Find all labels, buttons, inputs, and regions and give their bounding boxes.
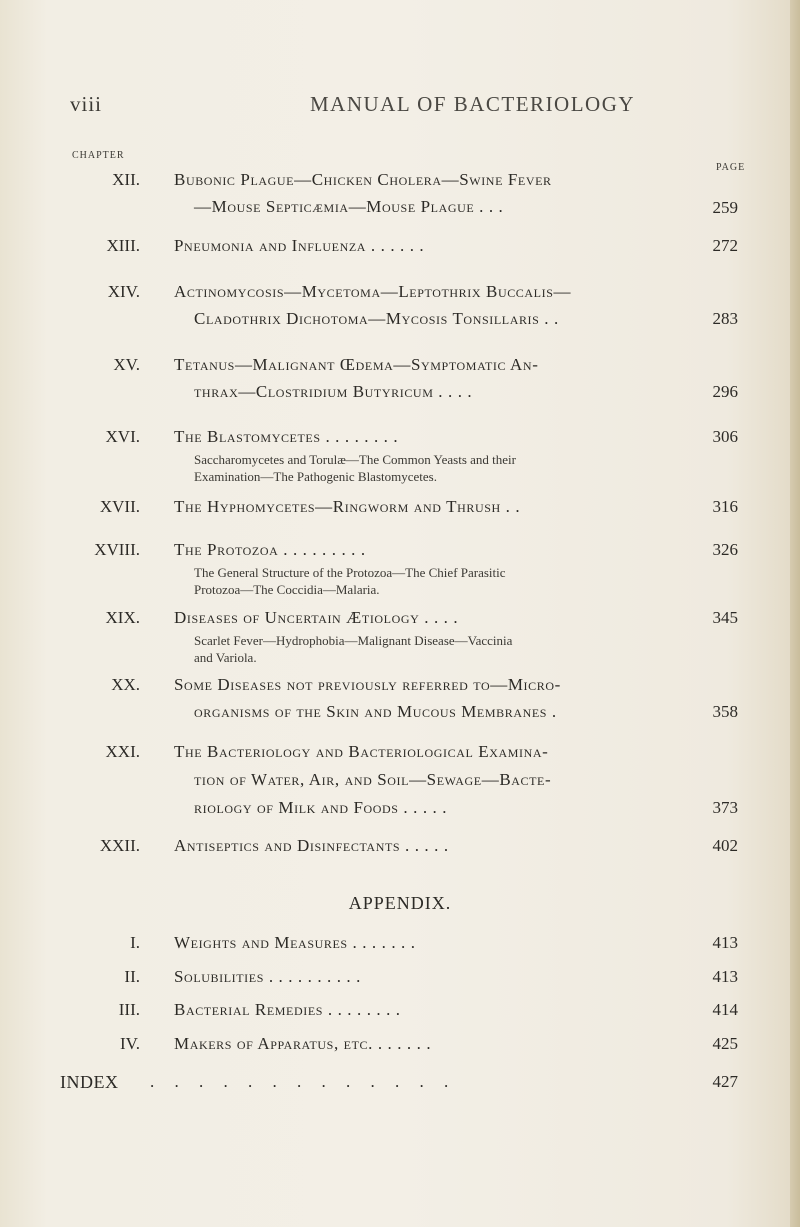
appendix-title: Bacterial Remedies . . . . . . . . xyxy=(174,1000,401,1019)
page-number: 402 xyxy=(712,836,738,855)
page-edge-shadow xyxy=(790,0,800,1227)
chapter-number: XVII. xyxy=(99,497,140,516)
appendix-number: IV. xyxy=(120,1034,140,1053)
page-number: 345 xyxy=(712,608,738,627)
chapter-title-line: thrax—Clostridium Butyricum . . . . xyxy=(194,382,473,401)
appendix-number: II. xyxy=(124,967,140,986)
page-number: 427 xyxy=(712,1072,738,1091)
chapter-title-line: The Blastomycetes . . . . . . . . xyxy=(174,427,399,446)
page-number: 296 xyxy=(712,382,738,401)
chapter-number: XII. xyxy=(112,170,140,189)
chapter-title-line: Diseases of Uncertain Ætiology . . . . xyxy=(174,608,459,627)
page-folio: viii xyxy=(70,92,103,116)
page-number: 413 xyxy=(712,967,738,986)
page-number: 306 xyxy=(712,427,738,446)
appendix-number: I. xyxy=(130,933,140,952)
index-leader-dots: . . . . . . . . . . . . . xyxy=(150,1072,457,1091)
chapter-subtopics-line: Protozoa—The Coccidia—Malaria. xyxy=(194,582,380,597)
page-number: 283 xyxy=(712,309,738,328)
chapter-number: XX. xyxy=(111,675,140,694)
appendix-title: Makers of Apparatus, etc. . . . . . . xyxy=(174,1034,432,1053)
chapter-title-line: Pneumonia and Influenza . . . . . . xyxy=(174,236,425,255)
page-number: 373 xyxy=(712,798,738,817)
chapter-number: XVIII. xyxy=(94,540,140,559)
page-number: 259 xyxy=(712,198,738,217)
chapter-number: XV. xyxy=(113,355,140,374)
chapter-subtopics-line: Scarlet Fever—Hydrophobia—Malignant Disease—Vaccinia xyxy=(194,633,513,648)
chapter-column-label: CHAPTER xyxy=(72,150,125,161)
chapter-title-line: —Mouse Septicæmia—Mouse Plague . . . xyxy=(194,197,504,216)
chapter-subtopics-line: The General Structure of the Protozoa—The Chief Parasitic xyxy=(194,565,506,580)
page-number: 358 xyxy=(712,702,738,721)
appendix-title: Solubilities . . . . . . . . . . xyxy=(174,967,361,986)
appendix-heading: APPENDIX. xyxy=(348,893,452,913)
page-number: 272 xyxy=(712,236,738,255)
page-number: 425 xyxy=(712,1034,738,1053)
chapter-number: XIV. xyxy=(107,282,140,301)
chapter-title-line: Some Diseases not previously referred to—Micro- xyxy=(174,675,561,694)
page-header xyxy=(70,92,710,122)
page-number: 413 xyxy=(712,933,738,952)
chapter-title-line: organisms of the Skin and Mucous Membranes . xyxy=(194,702,557,721)
chapter-title-line: riology of Milk and Foods . . . . . xyxy=(194,798,448,817)
chapter-subtopics-line: Examination—The Pathogenic Blastomycetes. xyxy=(194,469,437,484)
chapter-title-line: Antiseptics and Disinfectants . . . . . xyxy=(174,836,449,855)
page-number: 316 xyxy=(712,497,738,516)
chapter-number: XXII. xyxy=(99,836,140,855)
chapter-number: XVI. xyxy=(105,427,140,446)
page-number: 414 xyxy=(712,1000,738,1019)
index-label: INDEX xyxy=(60,1072,119,1092)
running-title: MANUAL OF BACTERIOLOGY xyxy=(310,92,636,116)
chapter-number: XIII. xyxy=(106,236,140,255)
chapter-subtopics-line: and Variola. xyxy=(194,650,257,665)
chapter-title-line: Actinomycosis—Mycetoma—Leptothrix Buccalis— xyxy=(174,282,572,301)
chapter-title-line: The Bacteriology and Bacteriological Examina- xyxy=(174,742,549,761)
page-column-label: PAGE xyxy=(716,162,746,173)
chapter-title-line: Tetanus—Malignant Œdema—Symptomatic An- xyxy=(174,355,539,374)
page-number: 326 xyxy=(712,540,738,559)
chapter-title-line: Cladothrix Dichotoma—Mycosis Tonsillaris . . xyxy=(194,309,559,328)
chapter-title-line: Bubonic Plague—Chicken Cholera—Swine Fever xyxy=(174,170,552,189)
chapter-title-line: The Hyphomycetes—Ringworm and Thrush . . xyxy=(174,497,521,516)
chapter-title-line: The Protozoa . . . . . . . . . xyxy=(174,540,366,559)
chapter-title-line: tion of Water, Air, and Soil—Sewage—Bacte- xyxy=(194,770,552,789)
appendix-title: Weights and Measures . . . . . . . xyxy=(174,933,416,952)
chapter-subtopics-line: Saccharomycetes and Torulæ—The Common Yeasts and their xyxy=(194,452,516,467)
chapter-number: XIX. xyxy=(105,608,140,627)
appendix-number: III. xyxy=(118,1000,140,1019)
chapter-number: XXI. xyxy=(105,742,140,761)
